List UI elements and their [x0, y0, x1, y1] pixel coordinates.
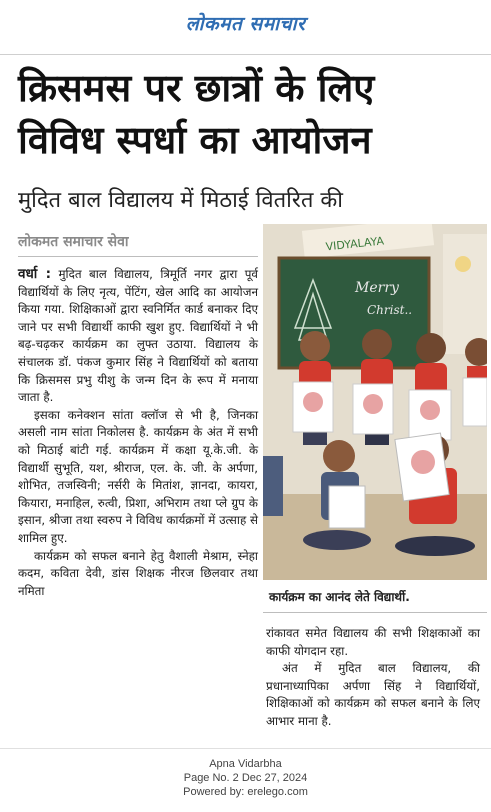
masthead: [0, 0, 491, 46]
article-paragraph: [18, 266, 258, 407]
board-text-christmas: Christ..: [367, 303, 413, 317]
masthead-title: लोकमत समाचार: [185, 13, 306, 35]
headline: [18, 62, 478, 166]
paragraph-text: मुदित बाल विद्यालय, त्रिमूर्ति नगर द्वारा पूर्व विद्यार्थियों के लिए नृत्य, पेंटिंग, खेल आदि का आयोजन किया गया. शिक्षिकाओं द्वारा स्वनिर्मित कार्ड बनाकर दिए जाने पर सभी विद्यार्थी काफी खुश हुए. विद्यार्थियों ने भी बढ़-चढ़कर कार्यक्रम का लुफ्त उठाया. विद्यालय के संचालक डॉ. पंकज कुमार सिंह ने विद्यार्थियों को बताया कि क्रिसमस प्रभु यीशु के जन्म दिन के रूप में मनाया जाता है.: [18, 267, 258, 405]
footer-divider: [0, 748, 491, 749]
caption-divider: [263, 612, 487, 613]
dateline: वर्धा :: [18, 266, 52, 282]
subheadline: मुदित बाल विद्यालय में मिठाई वितरित की: [18, 188, 343, 213]
byline-divider: [18, 256, 258, 257]
photo-banner-text: VIDYALAYA: [325, 234, 385, 254]
footer-publication: Apna Vidarbha: [209, 758, 282, 770]
footer-powered-by: Powered by: erelego.com: [183, 786, 308, 798]
article-column-right: [266, 625, 480, 731]
article-photo: [263, 224, 487, 580]
byline: लोकमत समाचार सेवा: [18, 234, 129, 250]
board-text-merry: Merry: [355, 280, 399, 296]
article-paragraph: इसका कनेक्शन सांता क्लॉज से भी है, जिनका असली नाम सांता निकोलस है. कार्यक्रम के अंत में सभी को मिठाई बांटी गई. कार्यक्रम में कक्षा यू.के.जी. के विद्यार्थी सुभूति, यश, श्रीराज, एल. के. जी. के अर्पणा, शोभित, तजस्विनी; नर्सरी के मितांश, ज्ञानदा, कायरा, कियारा, मनाहिल, रुत्वी, प्रिशा, अभिराम तथा प्ले ग्रुप के इसान, श्रीजा तथा स्वरुप ने विविध कार्यक्रमों में उत्साह से शामिल हुए.: [18, 407, 258, 545]
article-paragraph: रांकावत समेत विद्यालय की सभी शिक्षकाओं का काफी योगदान रहा.: [266, 626, 480, 658]
article-paragraph: अंत में मुदित बाल विद्यालय, की प्रधानाध्यापिका अर्पणा सिंह ने विद्यार्थियों, शिक्षिकाओं को कार्यक्रम को सफल बनाने के लिए आभार माना है.: [266, 661, 480, 728]
masthead-divider: [0, 54, 491, 55]
article-paragraph: कार्यक्रम को सफल बनाने हेतु वैशाली मेश्राम, स्नेहा कदम, कविता देवी, डांस शिक्षक नीरज छिलवार तथा नमिता: [18, 548, 258, 598]
headline-line-1: क्रिसमस पर छात्रों के लिए: [18, 66, 375, 110]
footer-page-date: Page No. 2 Dec 27, 2024: [183, 772, 308, 784]
photo-illustration: [263, 224, 487, 580]
article-column-left: [18, 266, 258, 600]
page-footer: [0, 757, 491, 799]
headline-line-2: विविध स्पर्धा का आयोजन: [18, 118, 372, 162]
photo-caption: कार्यक्रम का आनंद लेते विद्यार्थी.: [269, 589, 410, 604]
